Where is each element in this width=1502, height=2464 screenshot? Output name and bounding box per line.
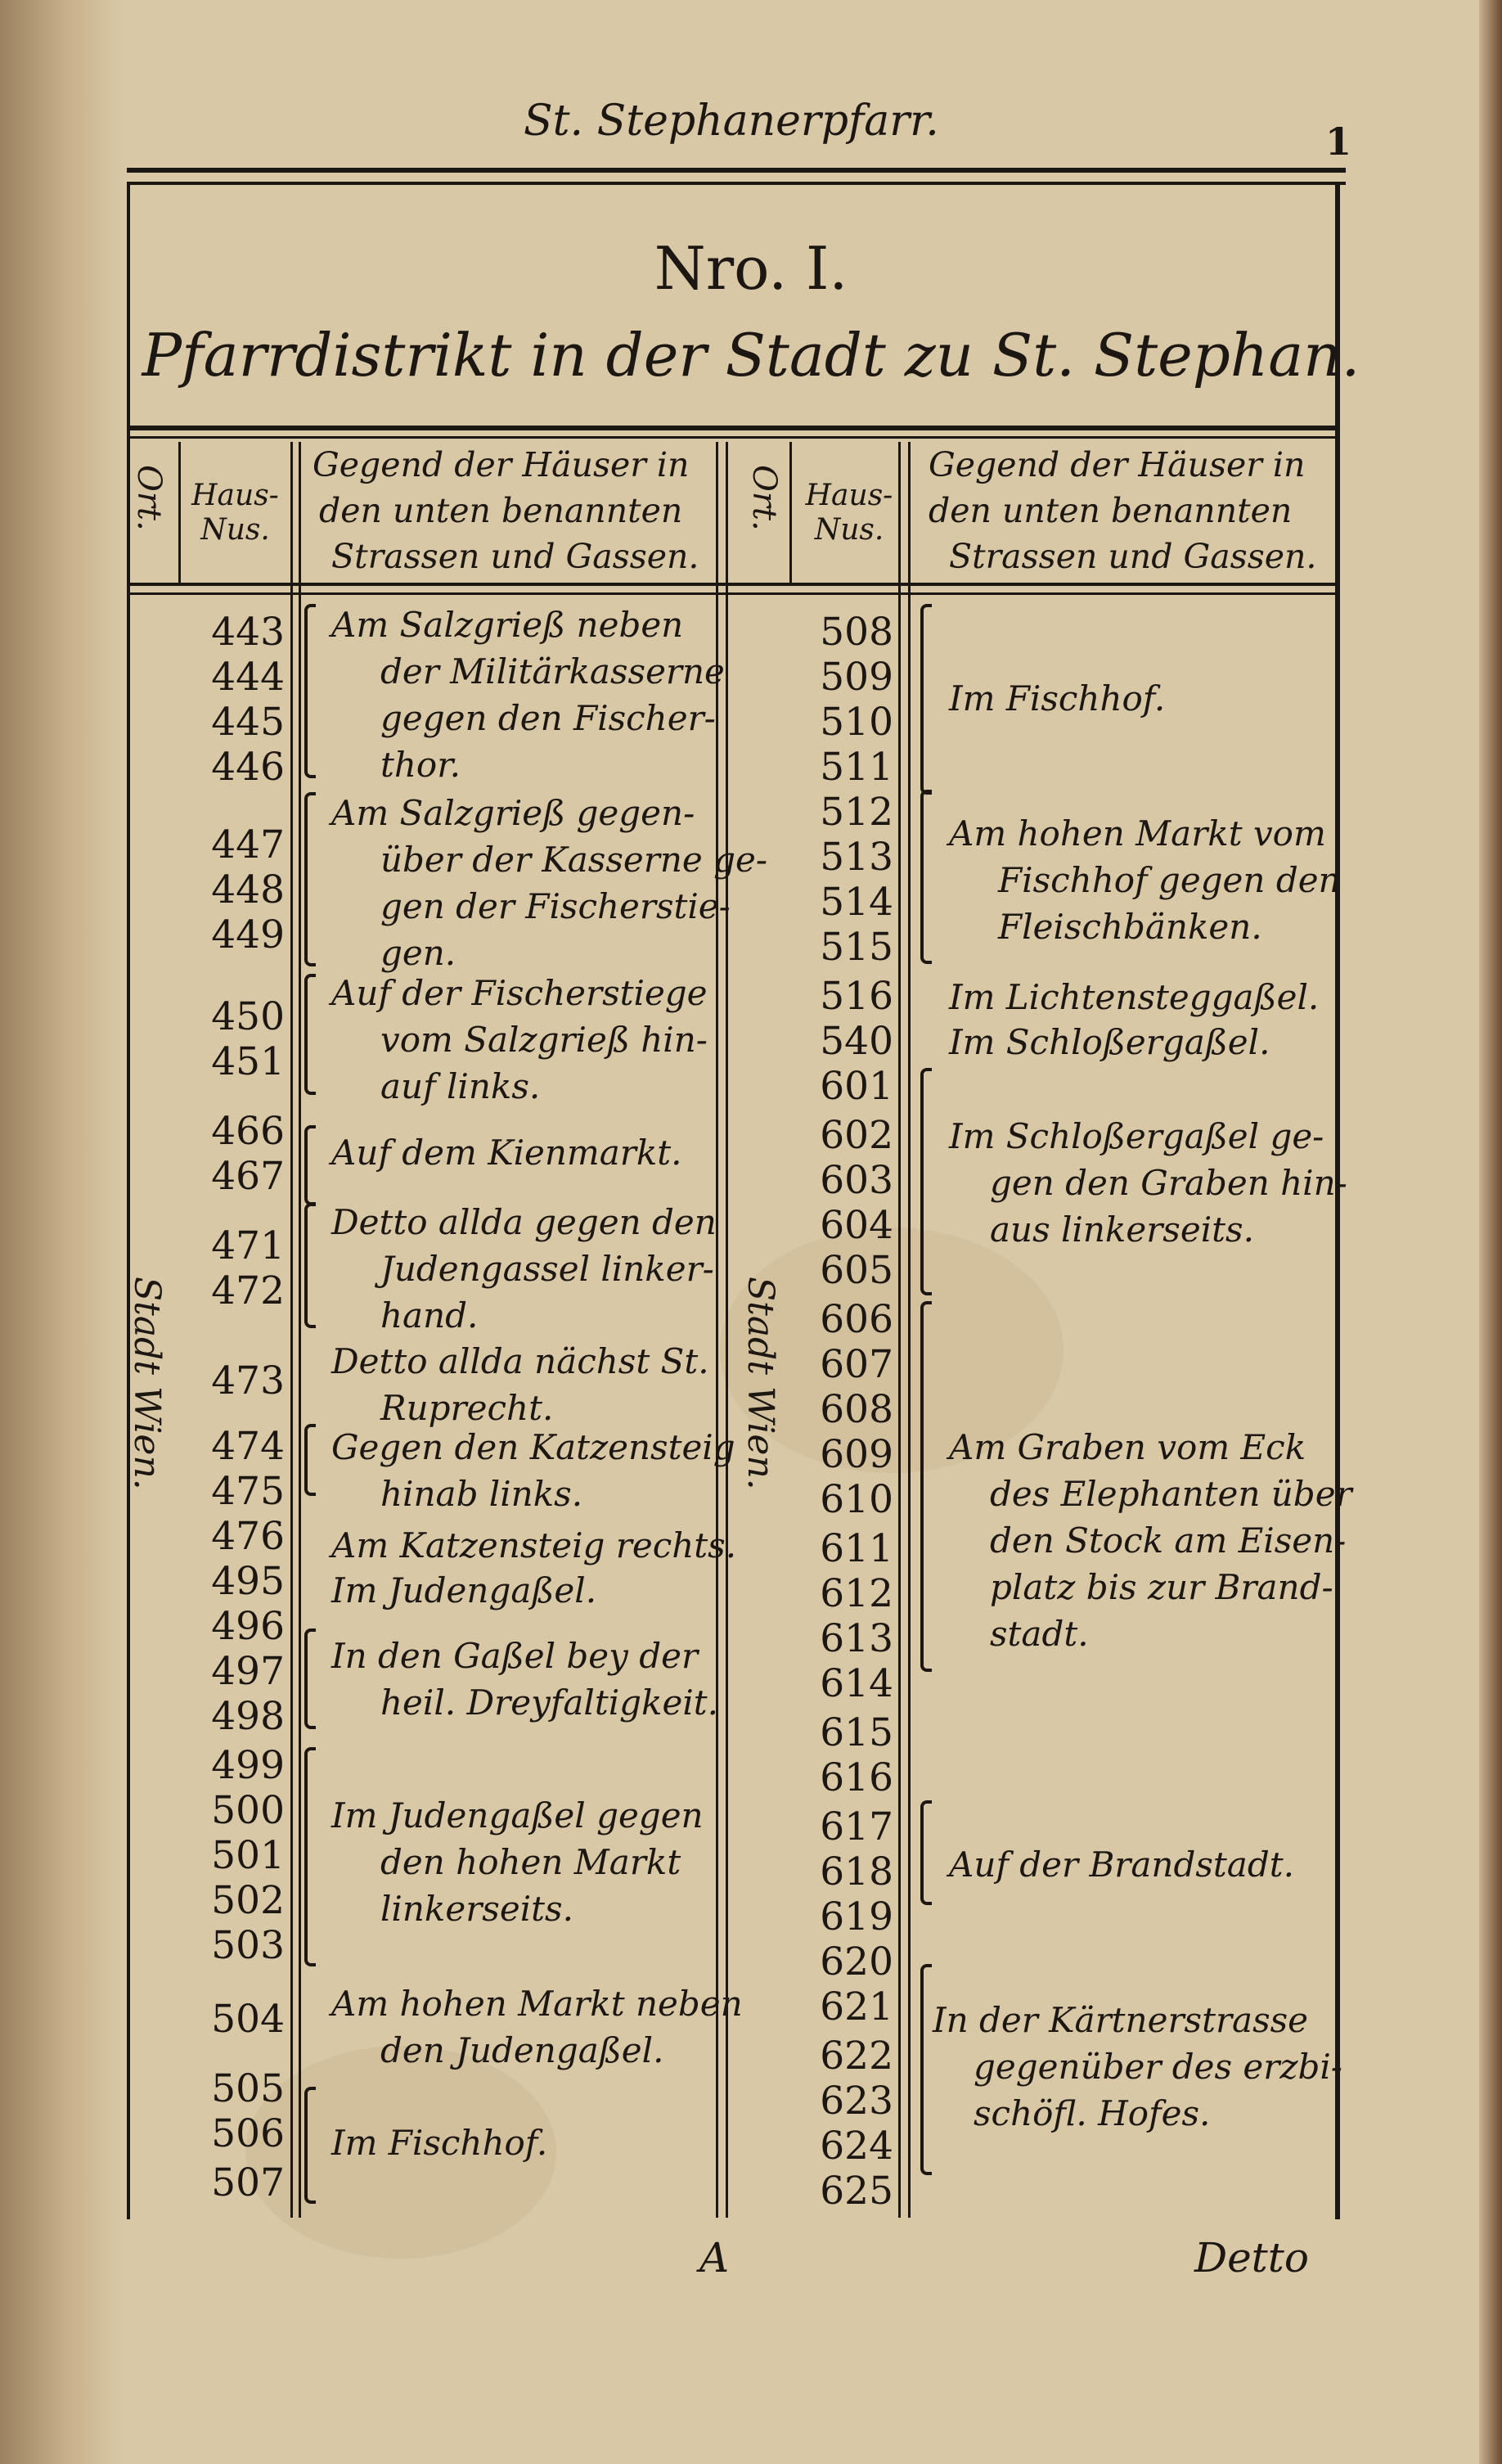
right-entry-line: schöfl. Hofes. — [974, 2093, 1211, 2133]
left-house-number: 504 — [211, 1997, 285, 2042]
left-entry-line: Im Fischhof. — [331, 2123, 548, 2163]
right-house-number: 609 — [820, 1432, 893, 1477]
col-rule — [178, 442, 181, 583]
header-gegend-left-1: Gegend der Häuser in — [313, 445, 690, 484]
col-rule — [898, 442, 901, 2218]
left-entry-line: linkerseits. — [380, 1889, 573, 1929]
right-entry-line: Im Schloßergaßel ge- — [949, 1116, 1324, 1156]
right-house-number: 509 — [820, 655, 893, 700]
left-entry-line: den hohen Markt — [380, 1842, 681, 1882]
right-house-number: 614 — [820, 1661, 893, 1706]
right-entry-line: stadt. — [990, 1614, 1089, 1654]
right-entry-line: Am Graben vom Eck — [949, 1427, 1306, 1467]
left-house-number: 502 — [211, 1878, 285, 1923]
left-house-number: 501 — [211, 1833, 285, 1878]
left-entry-line: Gegen den Katzensteig — [331, 1427, 735, 1467]
right-entry-line: Im Fischhof. — [949, 678, 1166, 718]
left-house-number: 444 — [211, 655, 285, 700]
right-house-number: 511 — [820, 745, 893, 790]
right-entry-line: Fleischbänken. — [998, 907, 1262, 947]
right-house-number: 615 — [820, 1710, 893, 1755]
left-entry-line: über der Kasserne ge- — [380, 840, 768, 880]
left-brace — [304, 1747, 316, 1966]
col-rule — [908, 442, 911, 2218]
left-entry-line: Detto allda nächst St. — [331, 1341, 709, 1381]
right-house-number: 611 — [820, 1526, 893, 1571]
left-house-number: 475 — [211, 1469, 285, 1514]
left-brace — [304, 792, 316, 966]
header-haus-nus-left: Haus- Nus. — [191, 479, 279, 547]
left-house-number: 507 — [211, 2160, 285, 2205]
left-house-number: 505 — [211, 2066, 285, 2111]
left-entry-line: hinab links. — [380, 1474, 583, 1514]
left-entry-line: gen. — [380, 933, 456, 973]
right-house-number: 605 — [820, 1248, 893, 1293]
header-rule — [127, 583, 1338, 586]
right-house-number: 540 — [820, 1019, 893, 1064]
header-gegend-right-2: den unten benannten — [929, 491, 1293, 530]
left-entry-line: den Judengaßel. — [380, 2030, 664, 2070]
col-rule — [789, 442, 792, 583]
right-entry-line: Im Schloßergaßel. — [949, 1022, 1270, 1062]
left-entry-line: thor. — [380, 745, 461, 785]
right-house-number: 606 — [820, 1297, 893, 1342]
right-house-number: 625 — [820, 2169, 893, 2214]
title-rule-thin — [127, 436, 1338, 439]
right-house-number: 603 — [820, 1158, 893, 1203]
left-house-number: 448 — [211, 867, 285, 912]
right-house-number: 514 — [820, 880, 893, 925]
right-brace — [920, 790, 932, 964]
left-entry-line: vom Salzgrieß hin- — [380, 1020, 708, 1060]
right-house-number: 620 — [820, 1939, 893, 1984]
left-entry-line: heil. Dreyfaltigkeit. — [380, 1682, 718, 1723]
right-entry-line: In der Kärtnerstrasse — [933, 2000, 1309, 2040]
left-house-number: 503 — [211, 1923, 285, 1968]
left-entry-line: In den Gaßel bey der — [331, 1636, 699, 1676]
left-brace — [304, 1125, 316, 1205]
left-house-number: 472 — [211, 1268, 285, 1313]
right-house-number: 610 — [820, 1477, 893, 1522]
left-entry-line: der Militärkasserne — [380, 651, 725, 691]
col-rule — [726, 442, 728, 2218]
right-entry-line: des Elephanten über — [990, 1474, 1352, 1514]
ort-right-label: Stadt Wien. — [740, 1277, 781, 1490]
left-brace — [304, 2087, 316, 2204]
title-rule — [127, 426, 1338, 430]
right-house-number: 617 — [820, 1804, 893, 1849]
page-number: 1 — [1325, 119, 1352, 164]
left-entry-line: Judengassel linker- — [380, 1249, 714, 1289]
left-house-number: 496 — [211, 1604, 285, 1649]
left-entry-line: Am hohen Markt neben — [331, 1984, 743, 2024]
col-rule — [716, 442, 718, 2218]
left-house-number: 474 — [211, 1424, 285, 1469]
right-house-number: 510 — [820, 700, 893, 745]
left-house-number: 443 — [211, 610, 285, 655]
left-house-number: 500 — [211, 1788, 285, 1833]
right-entry-line: aus linkerseits. — [990, 1209, 1254, 1250]
right-entry-line: gen den Graben hin- — [990, 1163, 1347, 1203]
left-house-number: 473 — [211, 1358, 285, 1403]
left-brace — [304, 1628, 316, 1729]
header-haus-nus-right: Haus- Nus. — [805, 479, 893, 547]
right-brace — [920, 1068, 932, 1295]
left-house-number: 466 — [211, 1109, 285, 1154]
left-brace — [304, 974, 316, 1095]
head-rule — [127, 168, 1346, 173]
left-entry-line: gen der Fischerstie- — [380, 886, 731, 926]
left-entry-line: Am Salzgrieß gegen- — [331, 793, 695, 833]
right-brace — [920, 1964, 932, 2175]
left-entry-line: gegen den Fischer- — [380, 698, 716, 738]
right-entry-line: gegenüber des erzbi- — [974, 2047, 1342, 2087]
col-rule — [290, 442, 293, 2218]
left-entry-line: Am Salzgrieß neben — [331, 605, 684, 645]
running-head: St. Stephanerpfarr. — [524, 97, 939, 146]
right-house-number: 616 — [820, 1755, 893, 1800]
left-entry-line: Auf dem Kienmarkt. — [331, 1133, 682, 1173]
left-house-number: 467 — [211, 1154, 285, 1199]
left-entry-line: Ruprecht. — [380, 1388, 554, 1428]
page-subtitle: Pfarrdistrikt in der Stadt zu St. Stephan. — [142, 321, 1360, 390]
left-entry-line: hand. — [380, 1295, 479, 1336]
right-house-number: 601 — [820, 1064, 893, 1109]
left-house-number: 447 — [211, 822, 285, 867]
header-gegend-right-3: Strassen und Gassen. — [949, 537, 1317, 576]
right-house-number: 621 — [820, 1984, 893, 2029]
right-house-number: 516 — [820, 974, 893, 1019]
right-house-number: 619 — [820, 1894, 893, 1939]
box-top-rule — [127, 182, 1346, 185]
right-entry-line: Im Lichtensteggaßel. — [949, 977, 1320, 1017]
header-ort-right: Ort. — [745, 465, 783, 531]
right-house-number: 612 — [820, 1571, 893, 1616]
left-brace — [304, 604, 316, 778]
left-house-number: 451 — [211, 1039, 285, 1084]
left-entry-line: Auf der Fischerstiege — [331, 973, 708, 1013]
left-house-number: 449 — [211, 912, 285, 957]
right-house-number: 604 — [820, 1203, 893, 1248]
left-house-number: 498 — [211, 1694, 285, 1739]
right-entry-line: platz bis zur Brand- — [990, 1567, 1333, 1607]
right-brace — [920, 1800, 932, 1905]
left-house-number: 446 — [211, 745, 285, 790]
left-house-number: 445 — [211, 700, 285, 745]
header-gegend-left-2: den unten benannten — [319, 491, 683, 530]
left-brace — [304, 1203, 316, 1328]
right-house-number: 512 — [820, 790, 893, 835]
header-rule-thin — [127, 592, 1338, 595]
col-rule — [299, 442, 301, 2218]
right-brace — [920, 1301, 932, 1672]
header-gegend-left-3: Strassen und Gassen. — [331, 537, 699, 576]
right-house-number: 618 — [820, 1849, 893, 1894]
left-house-number: 497 — [211, 1649, 285, 1694]
left-brace — [304, 1424, 316, 1496]
right-brace — [920, 604, 932, 795]
catchword: Detto — [1194, 2234, 1309, 2282]
header-gegend-right-1: Gegend der Häuser in — [929, 445, 1306, 484]
header-ort-left: Ort. — [130, 465, 168, 531]
right-house-number: 515 — [820, 925, 893, 970]
left-house-number: 471 — [211, 1223, 285, 1268]
left-house-number: 495 — [211, 1559, 285, 1604]
signature-mark: A — [699, 2234, 730, 2282]
left-house-number: 476 — [211, 1514, 285, 1559]
right-house-number: 624 — [820, 2124, 893, 2169]
page-title: Nro. I. — [654, 234, 848, 303]
left-entry-line: Im Judengaßel. — [331, 1570, 597, 1610]
right-entry-line: Fischhof gegen den — [998, 860, 1341, 900]
left-house-number: 506 — [211, 2111, 285, 2156]
left-entry-line: Detto allda gegen den — [331, 1202, 717, 1242]
right-house-number: 613 — [820, 1616, 893, 1661]
right-house-number: 607 — [820, 1342, 893, 1387]
right-house-number: 623 — [820, 2079, 893, 2124]
right-entry-line: Am hohen Markt vom — [949, 813, 1326, 854]
right-house-number: 602 — [820, 1113, 893, 1158]
left-entry-line: auf links. — [380, 1066, 541, 1106]
right-house-number: 608 — [820, 1387, 893, 1432]
right-entry-line: den Stock am Eisen- — [990, 1520, 1347, 1561]
ort-left-label: Stadt Wien. — [126, 1277, 168, 1490]
right-house-number: 508 — [820, 610, 893, 655]
left-house-number: 450 — [211, 994, 285, 1039]
left-entry-line: Im Judengaßel gegen — [331, 1795, 704, 1836]
right-entry-line: Auf der Brandstadt. — [949, 1845, 1294, 1885]
right-house-number: 513 — [820, 835, 893, 880]
left-house-number: 499 — [211, 1743, 285, 1788]
left-entry-line: Am Katzensteig rechts. — [331, 1525, 737, 1565]
right-house-number: 622 — [820, 2034, 893, 2079]
